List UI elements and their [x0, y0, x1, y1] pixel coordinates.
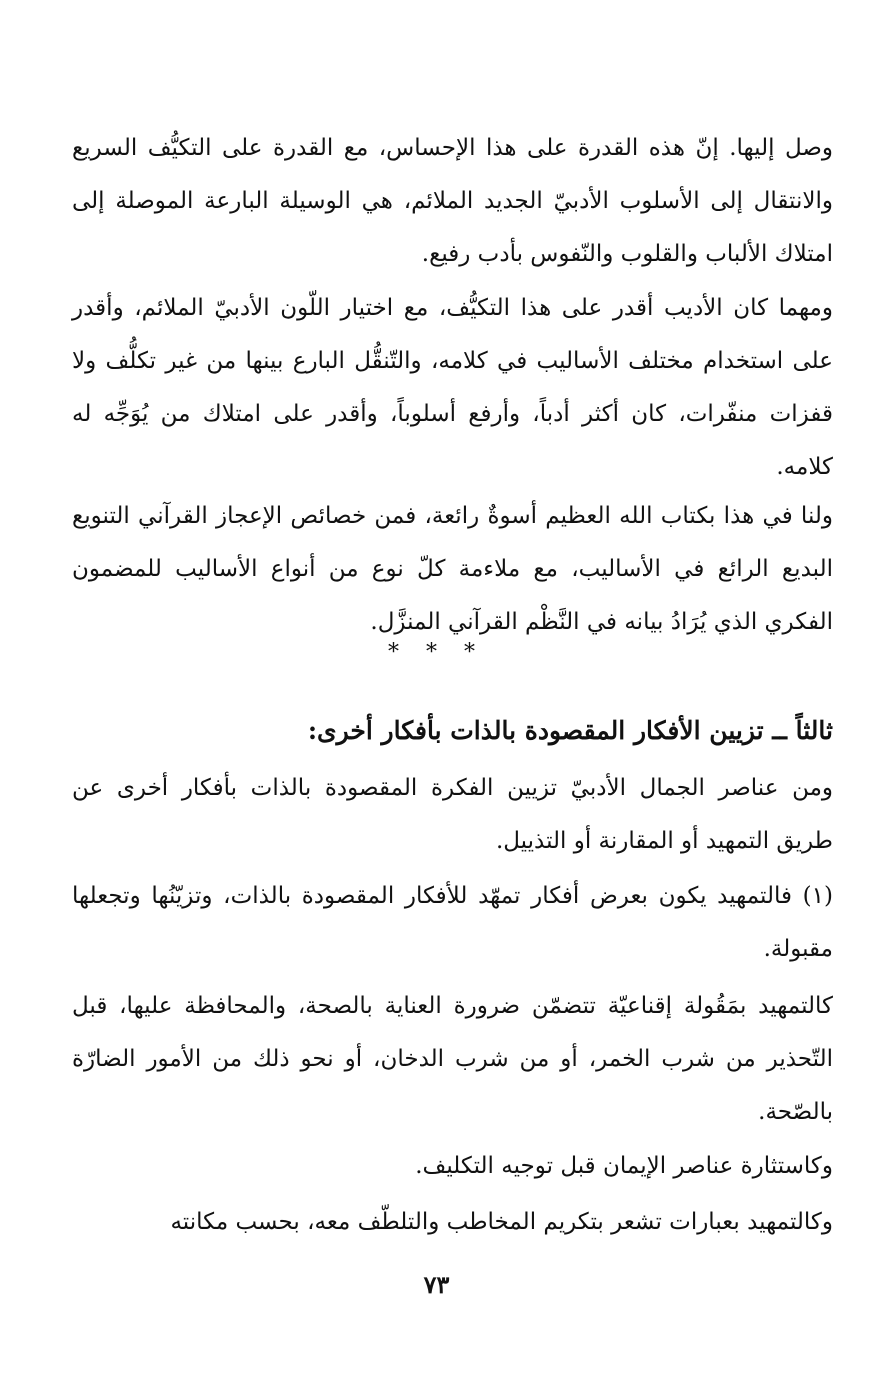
paragraph-section-intro	[72, 762, 833, 868]
section-separator: * * *	[388, 640, 485, 665]
paragraph-text: وصل إليها. إنّ هذه القدرة على هذا الإحساس، مع القدرة على التكيُّف السريع والانتقال إلى الأسلوب الأدبيّ الجديد الملائم، هي الوسيلة البارعة الموصلة إلى امتلاك الألباب والقلوب والنّفوس بأدب رفيع.	[72, 135, 833, 267]
page-number: ٧٣	[423, 1270, 450, 1299]
paragraph-item-1	[72, 870, 833, 976]
paragraph-text: وكاستثارة عناصر الإيمان قبل توجيه التكليف.	[415, 1153, 833, 1179]
paragraph-example-health	[72, 980, 833, 1139]
paragraph-example-faith	[72, 1140, 833, 1193]
paragraph-text: ولنا في هذا بكتاب الله العظيم أسوةٌ رائعة، فمن خصائص الإعجاز القرآني التنويع البديع الرائع في الأساليب، مع ملاءمة كلّ نوع من أنواع الأساليب للمضمون الفكري الذي يُرَادُ بيانه في النَّظْم القرآني المنزَّل.	[72, 503, 833, 635]
paragraph-text: وكالتمهيد بعبارات تشعر بتكريم المخاطب والتلطّف معه، بحسب مكانته	[170, 1209, 833, 1235]
section-heading: ثالثاً ــ تزيين الأفكار المقصودة بالذات بأفكار أخرى:	[307, 716, 833, 745]
paragraph-text: كالتمهيد بمَقُولة إقناعيّة تتضمّن ضرورة العناية بالصحة، والمحافظة عليها، قبل التّحذير من شرب الخمر، أو من شرب الدخان، أو نحو ذلك من الأمور الضارّة بالصّحة.	[72, 993, 833, 1125]
paragraph-adaptation	[72, 282, 833, 494]
paragraph-text: (١) فالتمهيد يكون بعرض أفكار تمهّد للأفكار المقصودة بالذات، وتزيّنُها وتجعلها مقبولة.	[72, 883, 833, 962]
paragraph-text: ومن عناصر الجمال الأدبيّ تزيين الفكرة المقصودة بالذات بأفكار أخرى عن طريق التمهيد أو المقارنة أو التذييل.	[72, 775, 833, 854]
paragraph-text: ومهما كان الأديب أقدر على هذا التكيُّف، مع اختيار اللّون الأدبيّ الملائم، وأقدر على استخدام مختلف الأساليب في كلامه، والتّنقُّل البارع بينها من غير تكلُّف ولا قفزات منفّرات، كان أكثر أدباً، وأرفع أسلوباً، وأقدر على امتلاك من يُوَجِّه له كلامه.	[72, 295, 833, 480]
paragraph-quran-example	[72, 490, 833, 649]
paragraph-continuation	[72, 122, 833, 281]
paragraph-example-courtesy	[72, 1196, 833, 1249]
